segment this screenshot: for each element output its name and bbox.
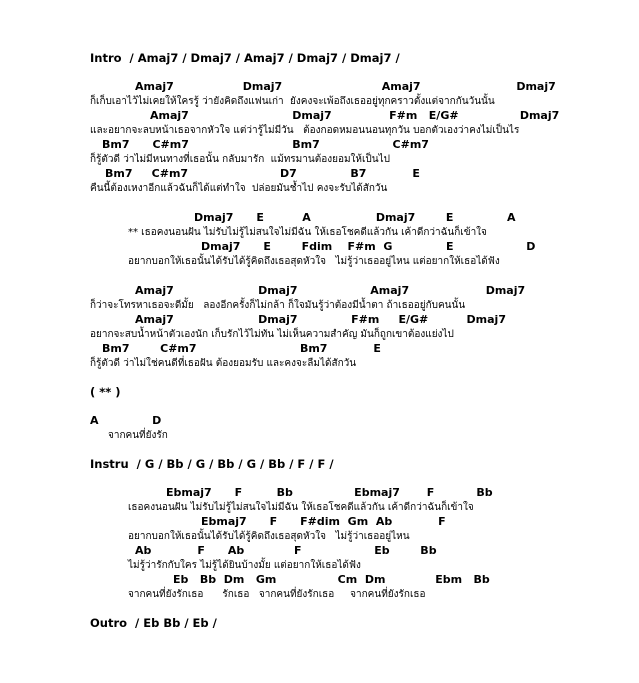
tag-lyrics: จากคนที่ยังรัก (108, 430, 168, 441)
final-lyrics-4: จากคนที่ยังรักเธอ รักเธอ จากคนที่ยังรักเธอ จากคนที่ยังรักเธอ (128, 589, 426, 600)
verse1-chords-4: Bm7 C#m7 D7 B7 E (105, 167, 420, 180)
verse1-lyrics-1: ก็เก็บเอาไว้ไม่เคยให้ใครรู้ ว่ายังคิดถึงแฟนเก่า ยังคงจะเพ้อถึงเธออยู่ทุกคราวตั้งแต่จากกันวันนั้น (90, 96, 495, 107)
intro-header: Intro / Amaj7 / Dmaj7 / Amaj7 / Dmaj7 / Dmaj7 / (90, 51, 400, 65)
verse1-chords-2: Amaj7 Dmaj7 F#m E/G# Dmaj7 (150, 109, 560, 122)
final-chords-4: Eb Bb Dm Gm Cm Dm Ebm Bb (173, 573, 490, 586)
chorus-chords-1: Dmaj7 E A Dmaj7 E A (194, 211, 516, 224)
verse1-chords-1: Amaj7 Dmaj7 Amaj7 Dmaj7 (135, 80, 556, 93)
verse2-lyrics-3: ก็รู้ตัวดี ว่าไม่ใช่คนดีที่เธอฝัน ต้องยอมรับ และคงจะลืมได้สักวัน (90, 358, 357, 369)
final-lyrics-3: ไม่รู้ว่ารักกับใคร ไม่รู้ได้ยินบ้างมั้ย แต่อยากให้เธอได้ฟัง (128, 560, 361, 571)
chorus-repeat-marker: ( ** ) (90, 385, 121, 399)
final-lyrics-2: อยากบอกให้เธอนั้นได้รับได้รู้คิดถึงเธอสุดหัวใจ ไม่รู้ว่าเธออยู่ไหน (128, 531, 410, 542)
chorus-lyrics-2: อยากบอกให้เธอนั้นได้รับได้รู้คิดถึงเธอสุดหัวใจ ไม่รู้ว่าเธออยู่ไหน แต่อยากให้เธอได้ฟัง (128, 256, 500, 267)
tag-chords: A D (90, 414, 162, 427)
final-chords-2: Ebmaj7 F F#dim Gm Ab F (201, 515, 446, 528)
verse2-chords-3: Bm7 C#m7 Bm7 E (102, 342, 381, 355)
verse1-chords-3: Bm7 C#m7 Bm7 C#m7 (102, 138, 429, 151)
final-chords-3: Ab F Ab F Eb Bb (135, 544, 437, 557)
verse2-lyrics-1: ก็ว่าจะโทรหาเธอจะดีมั้ย ลองอีกครั้งก็ไม่กล้า ก็ใจมันรู้ว่าต้องมีน้ำตา ถ้าเธออยู่กับคนนั้น (90, 300, 466, 311)
verse2-chords-2: Amaj7 Dmaj7 F#m E/G# Dmaj7 (135, 313, 506, 326)
chorus-chords-2: Dmaj7 E Fdim F#m G E D (201, 240, 536, 253)
verse2-chords-1: Amaj7 Dmaj7 Amaj7 Dmaj7 (135, 284, 526, 297)
chorus-lyrics-1: ** เธอคงนอนฝัน ไม่รับไม่รู้ไม่สนใจไม่มีฉัน ให้เธอโชคดีแล้วกัน เค้าดีกว่าฉันก็เข้าใจ (128, 227, 487, 238)
verse1-lyrics-2: และอยากจะลบหน้าเธอจากหัวใจ แต่ว่ารู้ไม่มีวัน ต้องกอดหมอนนอนทุกวัน บอกตัวเองว่าคงไม่เป็นไร (90, 125, 520, 136)
final-lyrics-1: เธอคงนอนฝัน ไม่รับไม่รู้ไม่สนใจไม่มีฉัน ให้เธอโชคดีแล้วกัน เค้าดีกว่าฉันก็เข้าใจ (128, 502, 474, 513)
outro-header: Outro / Eb Bb / Eb / (90, 616, 217, 630)
verse1-lyrics-4: คืนนี้ต้องเหงาอีกแล้วฉันก็ได้แต่ทำใจ ปล่อยมันช้ำไป คงจะรับได้สักวัน (90, 183, 388, 194)
verse2-lyrics-2: อยากจะสบน้ำหน้าตัวเองนัก เก็บรักไว้ไม่ทัน ไม่เห็นความสำคัญ มันก็ถูกเขาต้องแย่งไป (90, 329, 454, 340)
verse1-lyrics-3: ก็รู้ตัวดี ว่าไม่มีหนทางที่เธอนั้น กลับมารัก แม้ทรมานต้องยอมให้เป็นไป (90, 154, 390, 165)
instru-header: Instru / G / Bb / G / Bb / G / Bb / F / F / (90, 457, 334, 471)
final-chords-1: Ebmaj7 F Bb Ebmaj7 F Bb (166, 486, 493, 499)
